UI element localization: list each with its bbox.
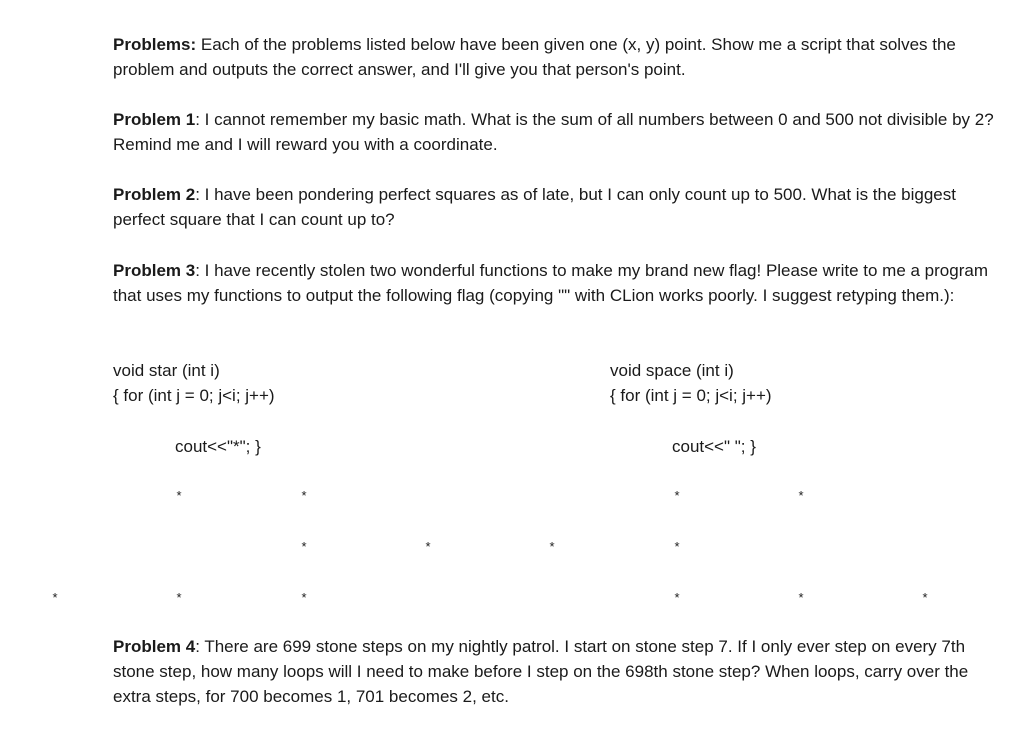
flag-star: * (176, 590, 182, 605)
problem-1-paragraph (113, 107, 1003, 157)
flag-star: * (549, 539, 555, 554)
flag-star: * (425, 539, 431, 554)
flag-star: * (301, 488, 307, 503)
star-function-loop: { for (int j = 0; j<i; j++) (113, 386, 275, 405)
intro-label: Problems: (113, 35, 197, 54)
problem-1-label: Problem 1 (113, 110, 196, 129)
flag-star: * (674, 539, 680, 554)
problem-4-label: Problem 4 (113, 637, 196, 656)
intro-text: Each of the problems listed below have been given one (x, y) point. Show me a script that solves the problem and outputs the correct answer, and I'll give you that person's point. (113, 35, 956, 79)
star-function-body (175, 434, 261, 459)
problem-4-text: : There are 699 stone steps on my nightly patrol. I start on stone step 7. If I only ever step on every 7th stone step, how many loops will I need to make before I step on the 698th stone step? When loops, carry over the extra steps, for 700 becomes 1, 701 becomes 2, etc. (113, 637, 969, 706)
problem-2-text: : I have been pondering perfect squares as of late, but I can only count up to 500. What is the biggest perfect square that I can count up to? (113, 185, 956, 229)
flag-star: * (922, 590, 928, 605)
problem-3-label: Problem 3 (113, 261, 196, 280)
intro-paragraph (113, 32, 1003, 82)
flag-star: * (798, 488, 804, 503)
problem-3-paragraph (113, 258, 1003, 308)
problem-1-text: : I cannot remember my basic math. What is the sum of all numbers between 0 and 500 not divisible by 2? Remind me and I will reward you with a coordinate. (113, 110, 994, 154)
problem-3-text: : I have recently stolen two wonderful functions to make my brand new flag! Please write to me a program that uses my functions to output the following flag (copying "" with CLion works poorly. I suggest retyping them.): (113, 261, 988, 305)
space-function-code (610, 358, 772, 408)
flag-star: * (52, 590, 58, 605)
flag-star: * (798, 590, 804, 605)
problem-4-paragraph (113, 634, 1003, 709)
flag-star: * (674, 488, 680, 503)
space-function-body (672, 434, 756, 459)
flag-star: * (674, 590, 680, 605)
star-function-cout: cout<<"*"; } (175, 437, 261, 456)
flag-star: * (176, 488, 182, 503)
flag-star: * (301, 590, 307, 605)
flag-star: * (301, 539, 307, 554)
star-function-code (113, 358, 275, 408)
space-function-signature: void space (int i) (610, 361, 734, 380)
space-function-loop: { for (int j = 0; j<i; j++) (610, 386, 772, 405)
problem-2-label: Problem 2 (113, 185, 196, 204)
star-function-signature: void star (int i) (113, 361, 220, 380)
space-function-cout: cout<<" "; } (672, 437, 756, 456)
problem-2-paragraph (113, 182, 1003, 232)
